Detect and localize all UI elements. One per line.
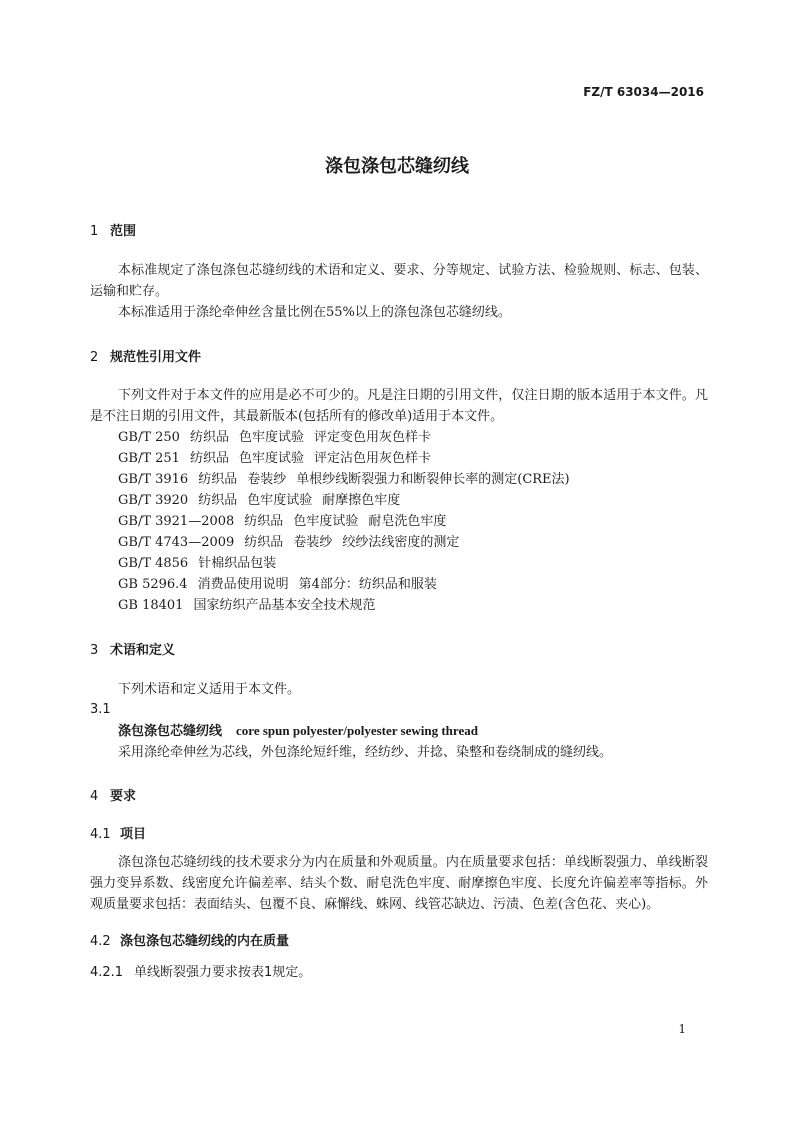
- paragraph: 本标准适用于涤纶牵伸丝含量比例在55%以上的涤包涤包芯缝纫线。: [118, 305, 511, 320]
- reference-code: GB/T 3920: [118, 493, 189, 508]
- reference-title-part: 耐皂洗色牢度: [368, 514, 447, 529]
- reference-title-part: 色牢度试验: [238, 451, 304, 466]
- reference-title-part: 纺织品: [244, 535, 284, 550]
- reference-title-part: 色牢度试验: [238, 430, 304, 445]
- term-cn: 涤包涤包芯缝纫线: [118, 724, 223, 739]
- reference-title-part: 纺织品: [189, 430, 229, 445]
- reference-title-part: 卷装纱: [247, 472, 287, 487]
- standard-code: FZ/T 63034—2016: [583, 85, 704, 99]
- clause: 4.2.1 单线断裂强力要求按表1规定。: [90, 965, 312, 980]
- document-title: 涤包涤包芯缝纫线: [325, 156, 469, 177]
- reference-title-part: 纺织品: [198, 493, 238, 508]
- reference-code: GB/T 4856: [118, 556, 189, 571]
- reference-item: [90, 574, 708, 595]
- subsection-heading: 4.1 项目: [90, 827, 147, 842]
- reference-title-part: 绞纱法线密度的测定: [342, 535, 460, 550]
- reference-title-part: 针棉织品包装: [198, 556, 277, 571]
- section-heading: 1 范围: [90, 224, 137, 239]
- subsection-heading: 4.2 涤包涤包芯缝纫线的内在质量: [90, 934, 290, 949]
- reference-item: [90, 448, 708, 469]
- term-entry: [90, 720, 708, 742]
- section-1: [90, 220, 708, 239]
- section-4-2-1: [90, 961, 708, 980]
- reference-code: GB/T 4743—2009: [118, 535, 235, 550]
- section-4-1-body: [90, 852, 708, 915]
- section-heading: 3 术语和定义: [90, 643, 176, 658]
- reference-item: [90, 532, 708, 553]
- section-1-body: [90, 260, 708, 323]
- reference-title-part: 纺织品: [189, 451, 229, 466]
- section-3-body: [90, 679, 708, 763]
- reference-code: GB/T 3916: [118, 472, 189, 487]
- section-2-body: [90, 385, 708, 616]
- reference-code: GB/T 3921—2008: [118, 514, 235, 529]
- reference-item: [90, 595, 708, 616]
- reference-title-part: 消费品使用说明: [197, 577, 289, 592]
- reference-title-part: 第4部分：纺织品和服装: [298, 577, 437, 592]
- section-heading: 2 规范性引用文件: [90, 350, 202, 365]
- reference-title-part: 评定沾色用灰色样卡: [313, 451, 431, 466]
- reference-title-part: 纺织品: [244, 514, 284, 529]
- reference-list: [90, 427, 708, 616]
- reference-item: [90, 490, 708, 511]
- reference-code: GB/T 250: [118, 430, 180, 445]
- section-heading: 4 要求: [90, 789, 137, 804]
- section-4-2: [90, 930, 708, 949]
- reference-title-part: 色牢度试验: [293, 514, 359, 529]
- reference-title-part: 色牢度试验: [247, 493, 313, 508]
- reference-title-part: 纺织品: [198, 472, 238, 487]
- page-number: 1: [678, 1022, 686, 1036]
- term-definition: 采用涤纶牵伸丝为芯线，外包涤纶短纤维，经纺纱、并捻、染整和卷绕制成的缝纫线。: [118, 745, 613, 760]
- section-4-1: [90, 823, 708, 842]
- section-4: [90, 785, 708, 804]
- term-en: core spun polyester/polyester sewing thread: [236, 723, 478, 738]
- reference-title-part: 卷装纱: [293, 535, 333, 550]
- reference-item: [90, 553, 708, 574]
- reference-title-part: 国家纺织产品基本安全技术规范: [193, 598, 376, 613]
- paragraph: 本标准规定了涤包涤包芯缝纫线的术语和定义、要求、分等规定、试验方法、检验规则、标志、包装、运输和贮存。: [90, 263, 708, 299]
- reference-code: GB/T 251: [118, 451, 180, 466]
- reference-title-part: 耐摩擦色牢度: [322, 493, 401, 508]
- reference-code: GB 18401: [118, 598, 184, 613]
- paragraph: 下列文件对于本文件的应用是必不可少的。凡是注日期的引用文件，仅注日期的版本适用于本文件。凡是不注日期的引用文件，其最新版本(包括所有的修改单)适用于本文件。: [90, 388, 708, 424]
- reference-item: [90, 469, 708, 490]
- section-3: [90, 639, 708, 658]
- paragraph: 涤包涤包芯缝纫线的技术要求分为内在质量和外观质量。内在质量要求包括：单线断裂强力、单线断裂强力变异系数、线密度允许偏差率、结头个数、耐皂洗色牢度、耐摩擦色牢度、长度允许偏差率等指标。外观质量要求包括：表面结头、包覆不良、麻懈线、蛛网、线管芯缺边、污渍、色差(含色花、夹心)。: [90, 855, 708, 912]
- section-2: [90, 346, 708, 365]
- reference-code: GB 5296.4: [118, 577, 188, 592]
- reference-title-part: 单根纱线断裂强力和断裂伸长率的测定(CRE法): [296, 472, 570, 487]
- reference-item: [90, 511, 708, 532]
- term-number: 3.1: [90, 702, 111, 717]
- reference-item: [90, 427, 708, 448]
- reference-title-part: 评定变色用灰色样卡: [313, 430, 431, 445]
- paragraph: 下列术语和定义适用于本文件。: [118, 682, 301, 697]
